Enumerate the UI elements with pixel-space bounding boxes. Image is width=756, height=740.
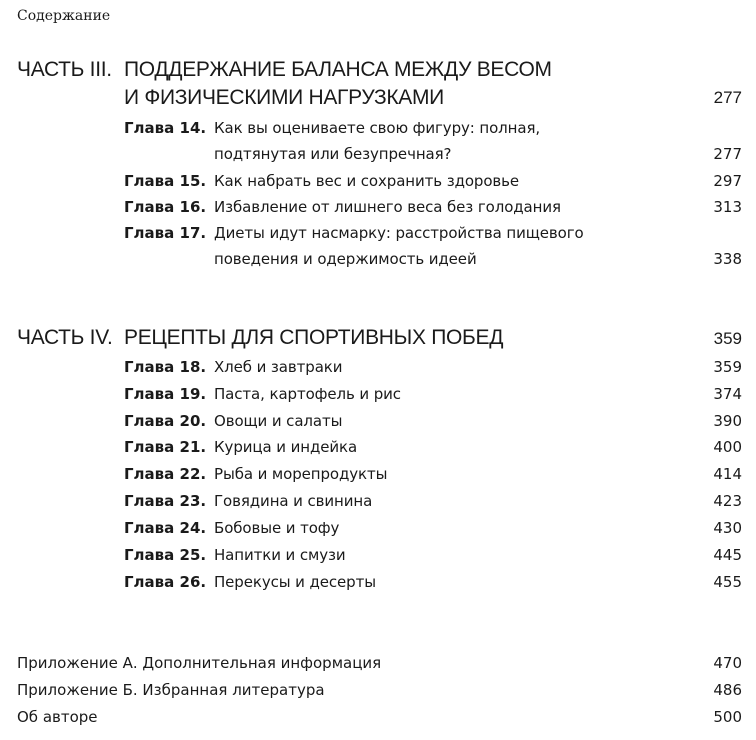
part-4-label: ЧАСТЬ IV. (17, 326, 113, 349)
chapter-page: 277 (713, 145, 742, 163)
chapter-page: 374 (713, 385, 742, 403)
chapter-label: Глава 20. (124, 412, 207, 430)
appendix-page: 470 (713, 654, 742, 672)
chapter-title: Перекусы и десерты (214, 573, 376, 591)
appendix-title: Об авторе (17, 708, 98, 726)
chapter-label: Глава 17. (124, 224, 207, 242)
part-3-page: 277 (713, 88, 742, 107)
appendix-page: 486 (713, 681, 742, 699)
chapter-label: Глава 24. (124, 519, 207, 537)
chapter-page: 359 (713, 358, 742, 376)
chapter-label: Глава 14. (124, 119, 207, 137)
chapter-label: Глава 15. (124, 172, 207, 190)
part-3-label: ЧАСТЬ III. (17, 58, 112, 81)
chapter-title: Бобовые и тофу (214, 519, 340, 537)
part-4-title: РЕЦЕПТЫ ДЛЯ СПОРТИВНЫХ ПОБЕД (124, 326, 504, 349)
chapter-title: Избавление от лишнего веса без голодания (214, 198, 561, 216)
chapter-title: Овощи и салаты (214, 412, 343, 430)
chapter-page: 400 (713, 438, 742, 456)
chapter-title-line-1: Как вы оцениваете свою фигуру: полная, (214, 119, 541, 137)
chapter-label: Глава 21. (124, 438, 207, 456)
appendix-title: Приложение А. Дополнительная информация (17, 654, 382, 672)
chapter-title: Паста, картофель и рис (214, 385, 401, 403)
chapter-title: Как набрать вес и сохранить здоровье (214, 172, 520, 190)
appendix-title: Приложение Б. Избранная литература (17, 681, 325, 699)
chapter-title-line-1: Диеты идут насмарку: расстройства пищевого (214, 224, 584, 242)
chapter-page: 414 (713, 465, 742, 483)
chapter-title: Хлеб и завтраки (214, 358, 343, 376)
chapter-label: Глава 25. (124, 546, 207, 564)
chapter-title-line-2: поведения и одержимость идеей (214, 250, 477, 268)
appendix-page: 500 (713, 708, 742, 726)
chapter-page: 390 (713, 412, 742, 430)
chapter-title: Рыба и морепродукты (214, 465, 388, 483)
chapter-page: 297 (713, 172, 742, 190)
chapter-title: Курица и индейка (214, 438, 358, 456)
part-3-title-line-2: И ФИЗИЧЕСКИМИ НАГРУЗКАМИ (124, 86, 444, 109)
chapter-page: 430 (713, 519, 742, 537)
chapter-label: Глава 18. (124, 358, 207, 376)
chapter-label: Глава 16. (124, 198, 207, 216)
chapter-label: Глава 22. (124, 465, 207, 483)
part-3-title-line-1: ПОДДЕРЖАНИЕ БАЛАНСА МЕЖДУ ВЕСОМ (124, 58, 552, 81)
chapter-title: Напитки и смузи (214, 546, 346, 564)
chapter-page: 313 (713, 198, 742, 216)
chapter-page: 338 (713, 250, 742, 268)
chapter-label: Глава 23. (124, 492, 207, 510)
chapter-page: 445 (713, 546, 742, 564)
chapter-label: Глава 19. (124, 385, 207, 403)
chapter-title-line-2: подтянутая или безупречная? (214, 145, 452, 163)
chapter-page: 455 (713, 573, 742, 591)
chapter-title: Говядина и свинина (214, 492, 373, 510)
chapter-label: Глава 26. (124, 573, 207, 591)
chapter-page: 423 (713, 492, 742, 510)
running-head: Содержание (17, 8, 111, 24)
part-4-page: 359 (713, 329, 742, 348)
